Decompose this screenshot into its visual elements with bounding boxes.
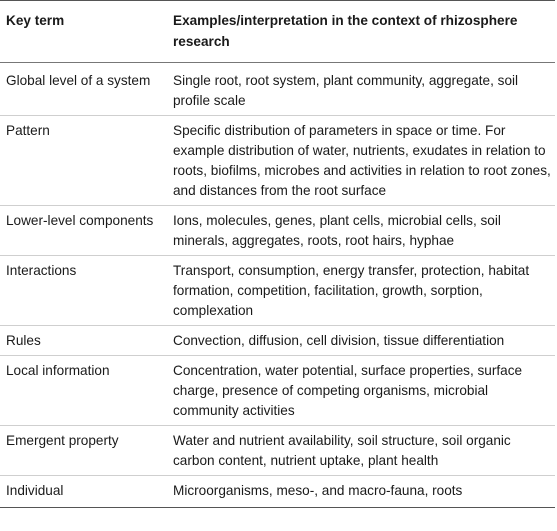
interpretation-cell: Microorganisms, meso-, and macro-fauna, roots [167, 476, 555, 508]
key-term-cell: Individual [0, 476, 167, 508]
key-term-cell: Interactions [0, 256, 167, 326]
header-row [0, 1, 555, 63]
interpretation-cell: Water and nutrient availability, soil structure, soil organic carbon content, nutrient uptake, plant health [167, 426, 555, 476]
table-row [0, 206, 555, 256]
key-term-cell: Local information [0, 356, 167, 426]
key-term-cell: Rules [0, 326, 167, 356]
table-row [0, 426, 555, 476]
header-key-term: Key term [0, 1, 167, 63]
table-row [0, 116, 555, 206]
key-term-cell: Emergent property [0, 426, 167, 476]
header-interpretation: Examples/interpretation in the context of rhizosphere research [167, 1, 555, 63]
interpretation-cell: Convection, diffusion, cell division, tissue differentiation [167, 326, 555, 356]
key-term-cell: Global level of a system [0, 63, 167, 116]
interpretation-cell: Transport, consumption, energy transfer, protection, habitat formation, competition, facilitation, growth, sorption, complexation [167, 256, 555, 326]
interpretation-cell: Ions, molecules, genes, plant cells, microbial cells, soil minerals, aggregates, roots, root hairs, hyphae [167, 206, 555, 256]
table-row [0, 63, 555, 116]
table-row [0, 256, 555, 326]
table-row [0, 356, 555, 426]
table-header [0, 1, 555, 63]
table-row [0, 476, 555, 508]
interpretation-cell: Specific distribution of parameters in space or time. For example distribution of water, nutrients, exudates in relation to roots, biofilms, microbes and activities in relation to root zones, and distances from the root surface [167, 116, 555, 206]
key-term-cell: Lower-level components [0, 206, 167, 256]
key-term-cell: Pattern [0, 116, 167, 206]
interpretation-cell: Single root, root system, plant community, aggregate, soil profile scale [167, 63, 555, 116]
interpretation-cell: Concentration, water potential, surface properties, surface charge, presence of competing organisms, microbial community activities [167, 356, 555, 426]
table-body [0, 63, 555, 508]
table-row [0, 326, 555, 356]
